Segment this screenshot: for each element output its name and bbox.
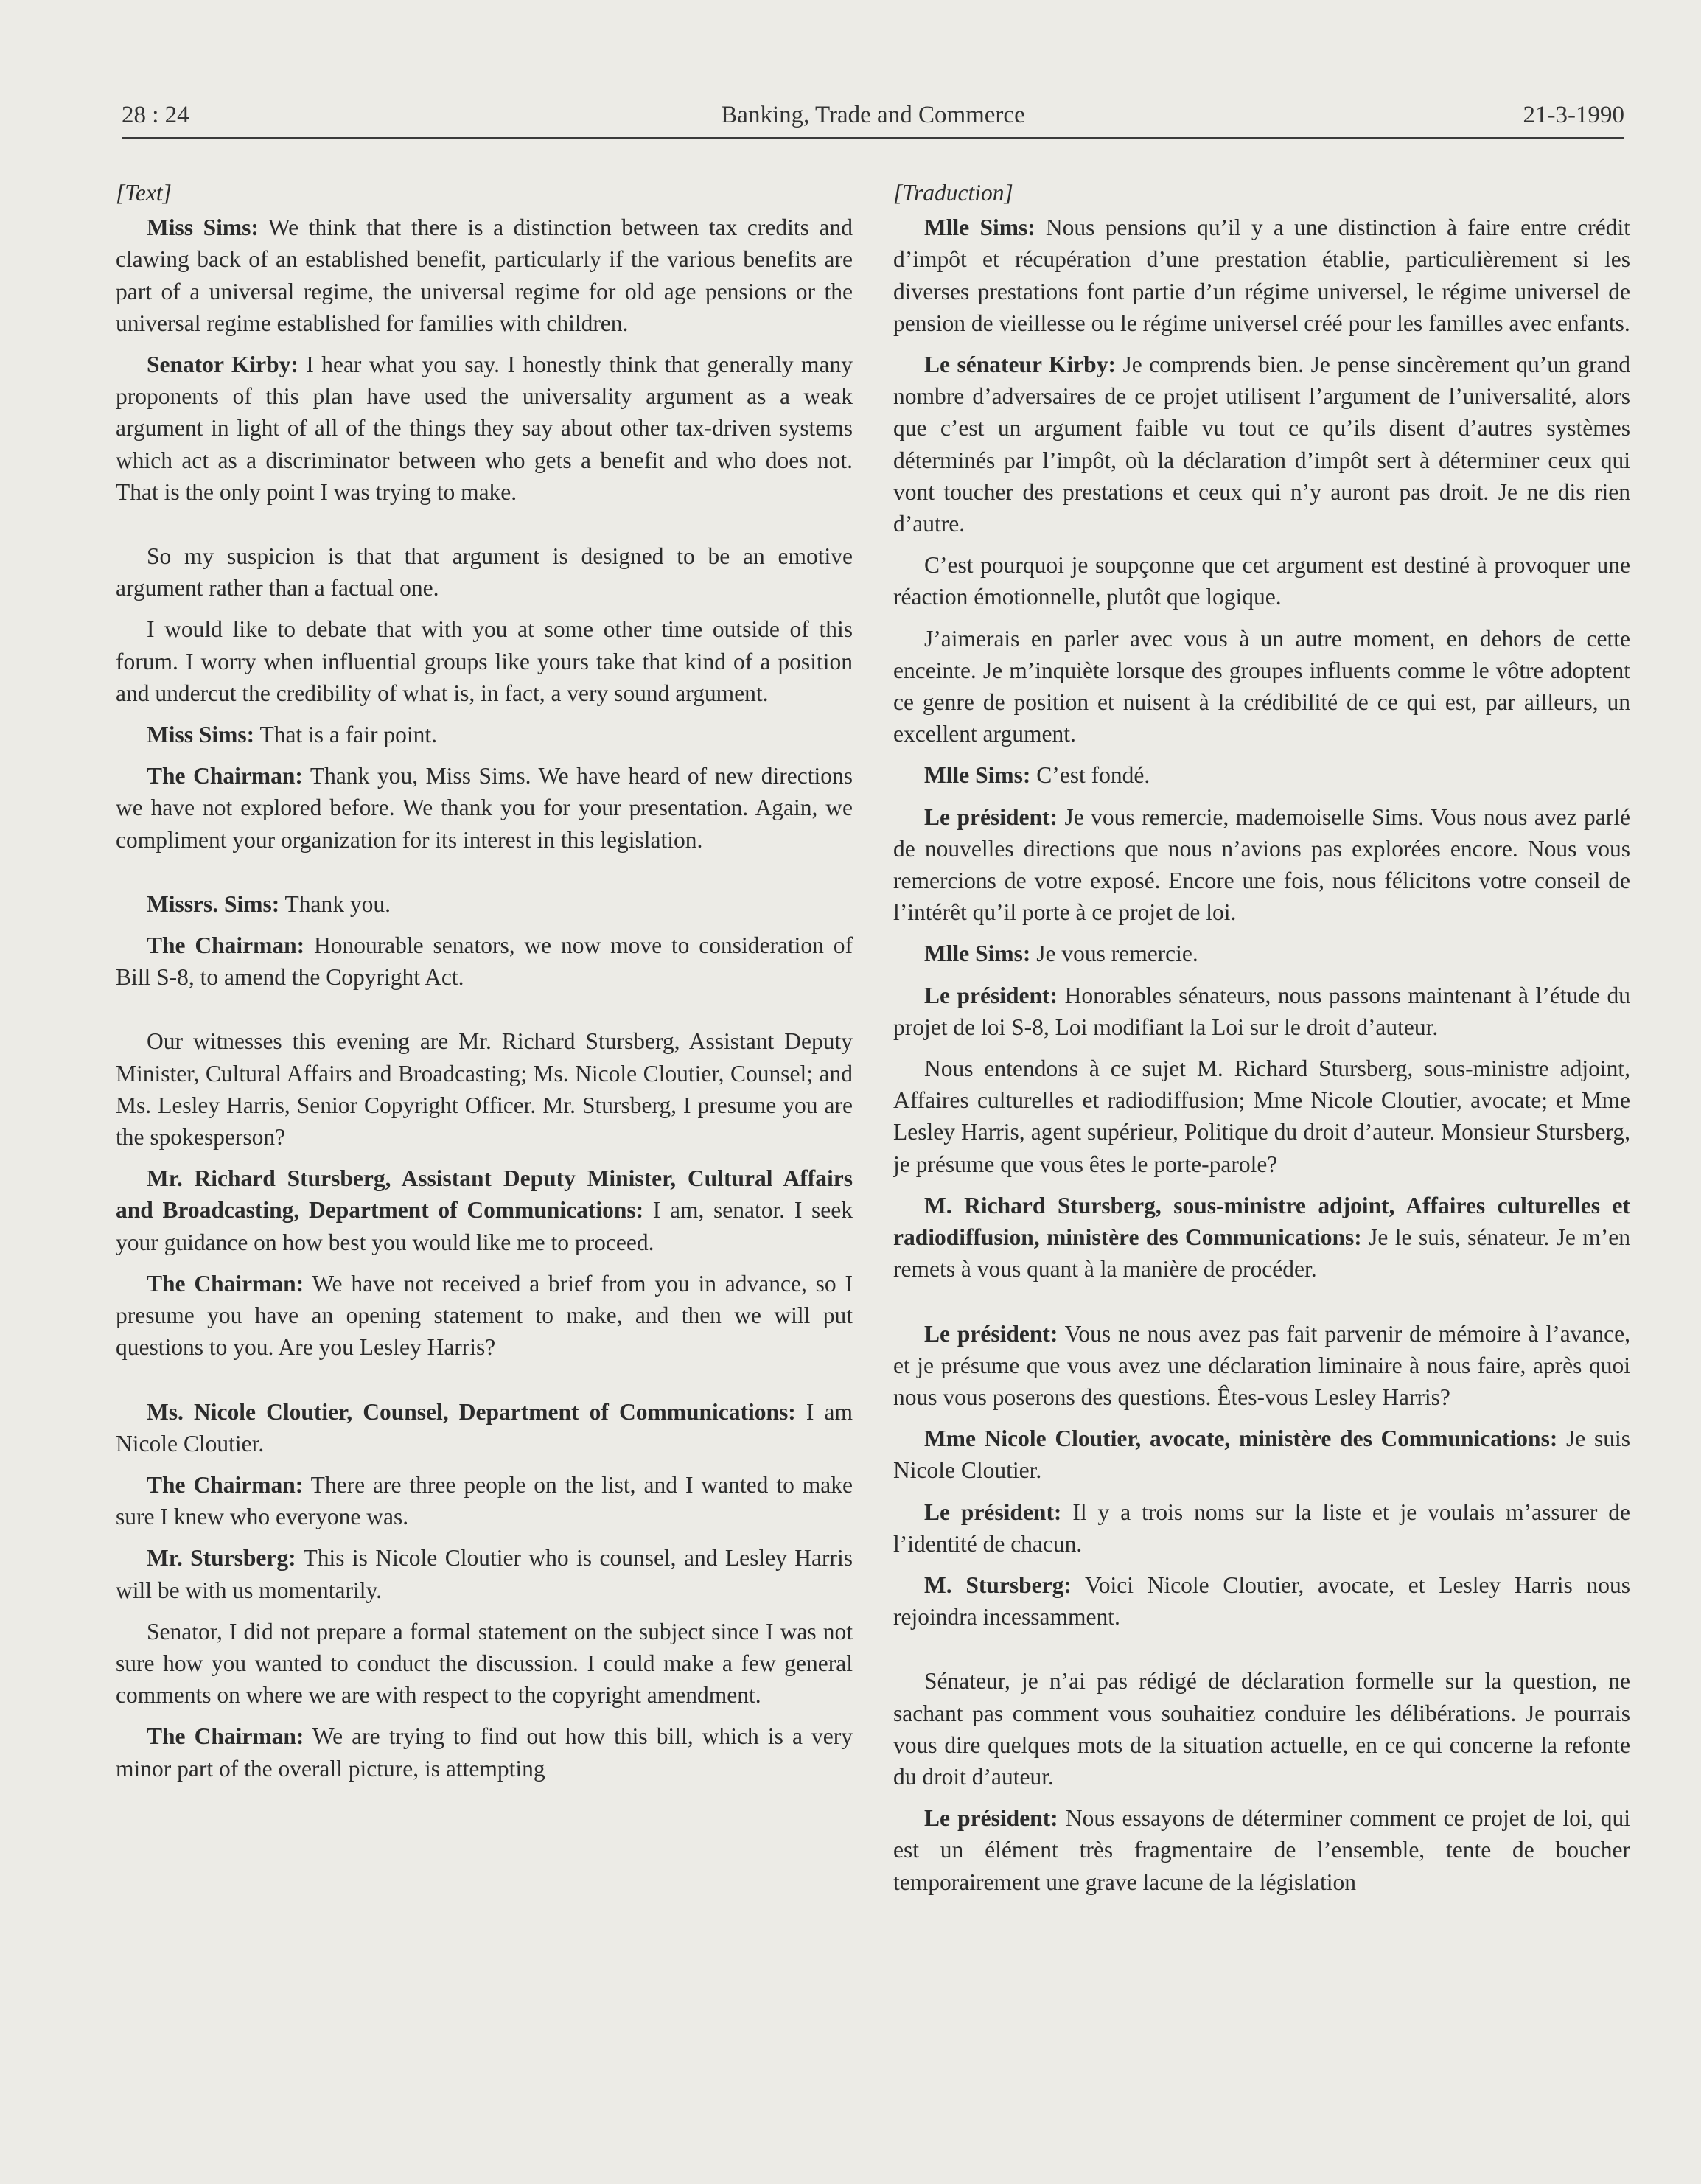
speaker: M. Stursberg:	[924, 1571, 1072, 1598]
paragraph	[893, 1053, 1630, 1180]
speaker: Miss Sims:	[147, 722, 255, 748]
speaker: The Chairman:	[147, 1270, 304, 1297]
speech: Vous ne nous avez pas fait parvenir de mémoire à l’avance, et je présume que vous avez une déclaration liminaire à nous faire, après quoi nous vous poserons des questions. Êtes-vous Lesley Harris?	[893, 1320, 1631, 1410]
speech: Je comprends bien. Je pense sincèrement qu’un grand nombre d’adversaires de ce projet utilisent l’argument de l’universalité, alors que c’est un argument faible vu tout ce qu’ils disent d’autres systèmes déterminés par l’impôt, où la déclaration d’impôt sert à déterminer ceux qui vont toucher des prestations et ceux qui n’y auront pas droit. Je ne dis rien d’autre.	[893, 352, 1630, 537]
speaker: Mr. Richard Stursberg, Assistant Deputy Minister, Cultural Affairs and Broadcasting, Department of Communications:	[116, 1165, 853, 1224]
paragraph	[116, 1396, 853, 1459]
paragraph	[116, 613, 853, 709]
speaker: The Chairman:	[147, 763, 303, 789]
speech: Je vous remercie.	[1030, 941, 1198, 967]
header-rule	[122, 137, 1624, 139]
paragraph	[893, 1423, 1630, 1486]
speech: This is Nicole Cloutier who is counsel, and Lesley Harris will be with us momentarily.	[116, 1545, 853, 1603]
paragraph	[116, 888, 853, 920]
speech: Honorables sénateurs, nous passons maintenant à l’étude du projet de loi S-8, Loi modifiant la Loi sur le droit d’auteur.	[893, 982, 1630, 1040]
speech: So my suspicion is that that argument is designed to be an emotive argument rather than a factual one.	[116, 543, 853, 601]
speech: Voici Nicole Cloutier, avocate, et Lesley Harris nous rejoindra incessamment.	[893, 1571, 1630, 1630]
paragraph	[116, 929, 853, 993]
paragraph	[116, 540, 853, 604]
language-label: [Traduction]	[893, 180, 1013, 206]
paragraph	[893, 349, 1630, 540]
speaker: Le président:	[924, 1805, 1058, 1832]
speaker: Le sénateur Kirby:	[924, 352, 1116, 378]
paragraph	[893, 549, 1630, 613]
speech: C’est pourquoi je soupçonne que cet argument est destiné à provoquer une réaction émotionnelle, plutôt que logique.	[893, 552, 1630, 610]
speech: Senator, I did not prepare a formal statement on the subject since I was not sure how you wanted to conduct the discussion. I could make a few general comments on where we are with respect to the copyright amendment.	[116, 1618, 853, 1709]
french-column	[893, 177, 1630, 1908]
speaker: Le président:	[924, 803, 1058, 830]
speech: Nous pensions qu’il y a une distinction à faire entre crédit d’impôt et récupération d’une prestation établie, particulièrement si les diverses prestations font partie d’un régime universel, le régime universel de pension de vieillesse ou le régime universel créé pour les familles avec enfants.	[893, 214, 1630, 336]
speaker: Missrs. Sims:	[147, 890, 280, 917]
language-label: [Text]	[116, 180, 172, 206]
speaker: Le président:	[924, 1499, 1062, 1525]
paragraph	[116, 1025, 853, 1153]
running-head	[122, 102, 1624, 131]
speech: I would like to debate that with you at some other time outside of this forum. I worry when influential groups like yours take that kind of a position and undercut the credibility of what is, in fact, a very sound argument.	[116, 616, 853, 706]
paragraph	[893, 801, 1630, 929]
speaker: Le président:	[924, 982, 1058, 1008]
paragraph	[116, 349, 853, 508]
paragraph	[893, 1496, 1630, 1560]
english-column	[116, 177, 853, 1794]
paragraph	[116, 760, 853, 856]
speaker: Mr. Stursberg:	[147, 1545, 296, 1571]
speaker: Le président:	[924, 1320, 1058, 1347]
speech: I am, senator. I seek your guidance on how best you would like me to proceed.	[116, 1197, 853, 1255]
speech: We think that there is a distinction between tax credits and clawing back of an established benefit, particularly if the various benefits are part of a universal regime, the universal regime for old age pensions or the universal regime established for families with children.	[116, 214, 853, 336]
speech: I am Nicole Cloutier.	[116, 1398, 853, 1456]
speech: J’aimerais en parler avec vous à un autre moment, en dehors de cette enceinte. Je m’inquiète lorsque des groupes influents comme le vôtre adoptent ce genre de position et nuisent à la crédibilité de ce qui est, par ailleurs, un excellent argument.	[893, 625, 1630, 747]
paragraph	[116, 212, 853, 339]
speech: Je le suis, sénateur. Je m’en remets à vous quant à la manière de procéder.	[893, 1224, 1630, 1283]
speaker: Mlle Sims:	[924, 941, 1031, 967]
speaker: Senator Kirby:	[147, 352, 298, 378]
paragraph	[893, 212, 1630, 339]
speech: Thank you.	[279, 890, 391, 917]
speaker: Mlle Sims:	[924, 214, 1035, 241]
paragraph	[116, 1162, 853, 1258]
speech: C’est fondé.	[1030, 762, 1150, 789]
speaker: Mme Nicole Cloutier, avocate, ministère des Communications:	[924, 1426, 1558, 1452]
speech: Je vous remercie, mademoiselle Sims. Vous nous avez parlé de nouvelles directions que nous n’avions pas explorées encore. Nous vous remercions de votre exposé. Encore une fois, nous félicitons votre conseil de l’intérêt qu’il porte à ce projet de loi.	[893, 803, 1630, 926]
paragraph	[893, 1318, 1630, 1414]
header-date: 21-3-1990	[1523, 102, 1624, 128]
speech: There are three people on the list, and I wanted to make sure I knew who everyone was.	[116, 1471, 853, 1530]
speaker: M. Richard Stursberg, sous-ministre adjoint, Affaires culturelles et radiodiffusion, ministère des Communications:	[893, 1192, 1630, 1251]
speech: I hear what you say. I honestly think that generally many proponents of this plan have used the universality argument as a weak argument in light of all of the things they say about other tax-driven systems which act as a discriminator between who gets a benefit and who does not. That is the only point I was trying to make.	[116, 352, 853, 505]
paragraph	[893, 759, 1630, 791]
paragraph	[116, 1542, 853, 1605]
speaker: Ms. Nicole Cloutier, Counsel, Department of Communications:	[147, 1398, 796, 1425]
paragraph	[893, 1569, 1630, 1633]
speaker: The Chairman:	[147, 1723, 304, 1750]
paragraph	[116, 1616, 853, 1712]
paragraph	[893, 938, 1630, 969]
speaker: Miss Sims:	[147, 214, 259, 241]
speaker: Mlle Sims:	[924, 762, 1031, 789]
speech: Nous essayons de déterminer comment ce projet de loi, qui est un élément très fragmentaire de l’ensemble, tente de boucher temporairement une grave lacune de la législation	[893, 1805, 1630, 1895]
speaker: The Chairman:	[147, 1471, 304, 1498]
paragraph	[893, 1802, 1630, 1898]
page-number: 28 : 24	[122, 102, 189, 128]
paragraph	[893, 1190, 1630, 1285]
speech: Thank you, Miss Sims. We have heard of new directions we have not explored before. We thank you for your presentation. Again, we compliment your organization for its interest in this legislation.	[116, 763, 853, 853]
speech: Our witnesses this evening are Mr. Richard Stursberg, Assistant Deputy Minister, Cultural Affairs and Broadcasting; Ms. Nicole Cloutier, Counsel; and Ms. Lesley Harris, Senior Copyright Officer. Mr. Stursberg, I presume you are the spokesperson?	[116, 1028, 853, 1151]
speaker: The Chairman:	[147, 932, 305, 959]
speech: Il y a trois noms sur la liste et je voulais m’assurer de l’identité de chacun.	[893, 1499, 1630, 1557]
paragraph	[893, 1665, 1630, 1793]
paragraph	[116, 719, 853, 750]
speech: Je suis Nicole Cloutier.	[893, 1426, 1630, 1484]
speech: Nous entendons à ce sujet M. Richard Stursberg, sous-ministre adjoint, Affaires culturelles et radiodiffusion; Mme Nicole Cloutier, avocate; et Mme Lesley Harris, agent supérieur, Politique du droit d’auteur. Monsieur Stursberg, je présume que vous êtes le porte-parole?	[893, 1056, 1630, 1177]
paragraph	[116, 1720, 853, 1784]
paragraph	[893, 980, 1630, 1043]
publication-title: Banking, Trade and Commerce	[721, 102, 1025, 128]
paragraph	[116, 1469, 853, 1532]
speech: Honourable senators, we now move to consideration of Bill S-8, to amend the Copyright Act.	[116, 932, 853, 991]
speech: We are trying to find out how this bill, which is a very minor part of the overall picture, is attempting	[116, 1723, 853, 1782]
speech: We have not received a brief from you in advance, so I presume you have an opening statement to make, and then we will put questions to you. Are you Lesley Harris?	[116, 1270, 853, 1361]
speech: Sénateur, je n’ai pas rédigé de déclaration formelle sur la question, ne sachant pas comment vous souhaitiez conduire les délibérations. Je pourrais vous dire quelques mots de la situation actuelle, en ce qui concerne la refonte du droit d’auteur.	[893, 1668, 1630, 1790]
paragraph	[116, 1268, 853, 1364]
paragraph	[893, 623, 1630, 750]
speech: That is a fair point.	[254, 722, 438, 748]
